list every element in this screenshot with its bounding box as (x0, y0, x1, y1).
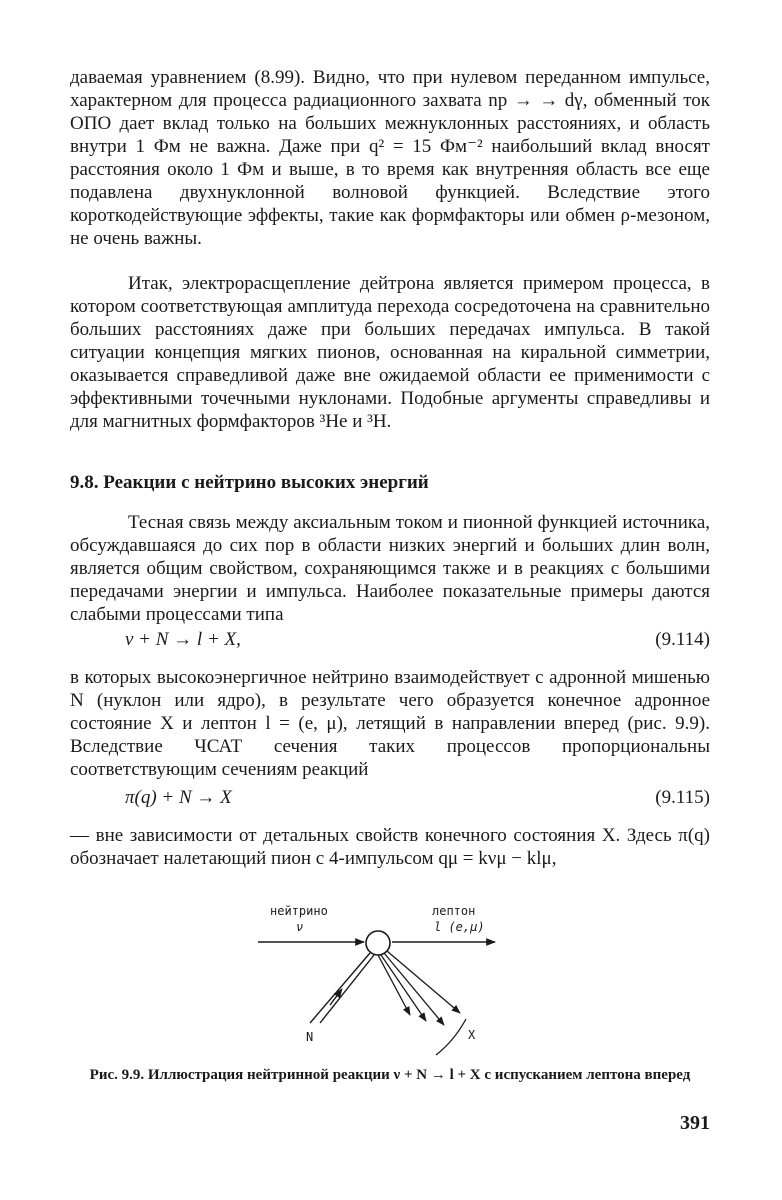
paragraph-1: даваемая уравнением (8.99). Видно, что при нулевом переданном импульсе, характерном для процесса радиационного захвата np → → dγ, обменный ток ОПО дает вклад только на больших межнуклонных расстояниях, и область внутри 1 Фм не важна. Даже при q² = 15 Фм⁻² наибольший вклад вносят расстояния около 1 Фм и выше, в то время как внутренняя область все еще подавлена двухнуклонной волновой функцией. Вследствие этого короткодействующие эффекты, такие как формфакторы или обмен ρ-мезоном, не очень важны. (70, 67, 710, 249)
paragraph-2: Итак, электрорасщепление дейтрона является примером процесса, в котором соответствующая амплитуда перехода сосредоточена на сравнительно больших расстояниях даже при больших передачах импульса. В такой ситуации концепция мягких пионов, основанная на киральной симметрии, оказывается справедливой даже вне ожидаемой области ее применимости с эффективными точечными нуклонами. Подобные аргументы справедливы и для магнитных формфакторов ³He и ³H. (70, 273, 710, 432)
final-state-label: X (468, 1028, 476, 1042)
equation-9-114 (70, 628, 710, 652)
paragraph-5: — вне зависимости от детальных свойств конечного состояния X. Здесь π(q) обозначает налетающий пион с 4-импульсом qμ = kνμ − klμ, (70, 825, 710, 869)
hadron-line (384, 953, 444, 1025)
paragraph-4: в которых высокоэнергичное нейтрино взаимодействует с адронной мишенью N (нуклон или ядро), в результате чего образуется конечное адронное состояние X и лептон l = (e, μ), летящий в направлении вперед (рис. 9.9). Вследствие ЧСАТ сечения таких процессов пропорциональны соответствующим сечениям реакций (70, 667, 710, 780)
hadron-bracket (436, 1019, 466, 1055)
hadron-line (387, 951, 460, 1013)
equation-number: (9.114) (655, 629, 710, 650)
equation-9-115 (70, 786, 710, 810)
nucleon-line (320, 955, 374, 1023)
section-heading: 9.8. Реакции с нейтрино высоких энергий (70, 472, 429, 493)
nucleon-line (310, 953, 370, 1023)
nucleon-label: N (306, 1030, 314, 1044)
interaction-vertex (366, 931, 390, 955)
lepton-label: лептон (432, 904, 476, 918)
equation-lhs: ν + N → l + X, (125, 629, 241, 650)
neutrino-label: нейтрино (270, 904, 328, 918)
figure-caption: Рис. 9.9. Иллюстрация нейтринной реакции ν + N → l + X с испусканием лептона вперед (89, 1067, 691, 1083)
equation-lhs: π(q) + N → X (125, 787, 232, 808)
neutrino-symbol: ν (296, 920, 304, 934)
page-number: 391 (680, 1112, 710, 1134)
equation-number: (9.115) (655, 787, 710, 808)
neutrino-reaction-diagram (240, 895, 540, 1065)
paragraph-3: Тесная связь между аксиальным током и пионной функцией источника, обсуждавшаяся до сих пор в области низких энергий и больших длин волн, является общим свойством, сохраняющимся также и в реакциях с большими передачами энергии и импульса. Наиболее показательные примеры даются слабыми процессами типа (70, 512, 710, 625)
lepton-symbol: l (e,μ) (434, 920, 485, 934)
